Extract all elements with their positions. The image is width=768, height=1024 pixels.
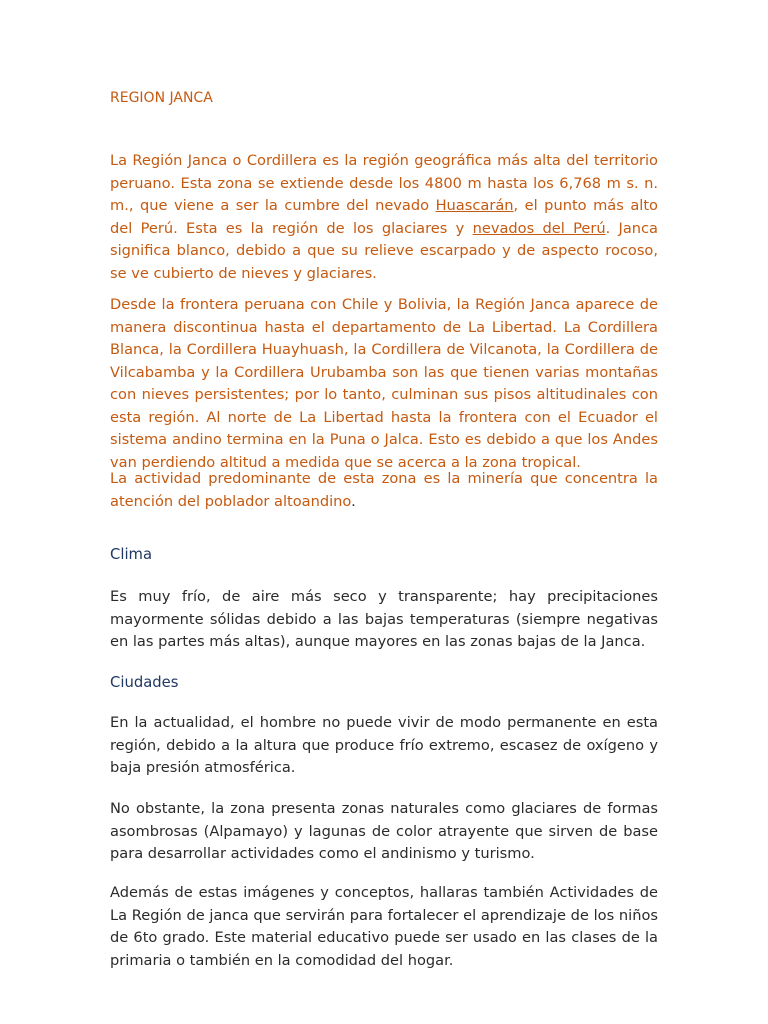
huascaran-link[interactable]: Huascarán <box>435 197 514 214</box>
intro-paragraph <box>110 150 658 285</box>
activity-paragraph <box>110 468 658 513</box>
nevados-del-peru-link[interactable]: nevados del Perú <box>472 219 606 237</box>
ciudades-heading: Ciudades <box>110 674 179 691</box>
clima-paragraph: Es muy frío, de aire más seco y transparente; hay precipitaciones mayormente sólidas debido a las bajas temperaturas (siempre negativas en las partes más altas), aunque mayores en las zonas bajas de la Janca. <box>110 588 658 650</box>
document-title: REGION JANCA <box>110 90 213 106</box>
activity-text: La actividad predominante de esta zona es la minería que concentra la atención del poblador altoandino <box>110 470 658 510</box>
ciudades-paragraph-2: No obstante, la zona presenta zonas naturales como glaciares de formas asombrosas (Alpamayo) y lagunas de color atrayente que sirven de base para desarrollar actividades como el andinismo y turismo. <box>110 800 658 862</box>
ciudades-paragraph-1: En la actualidad, el hombre no puede vivir de modo permanente en esta región, debido a la altura que produce frío extremo, escasez de oxígeno y baja presión atmosférica. <box>110 714 658 776</box>
geography-paragraph: Desde la frontera peruana con Chile y Bolivia, la Región Janca aparece de manera discontinua hasta el departamento de La Libertad. La Cordillera Blanca, la Cordillera Huayhuash, la Cordillera de Vilcanota, la Cordillera de Vilcabamba y la Cordillera Urubamba son las que tienen varias montañas con nieves persistentes; por lo tanto, culminan sus pisos altitudinales con esta región. Al norte de La Libertad hasta la frontera con el Ecuador el sistema andino termina en la Puna o Jalca. Esto es debido a que los Andes van perdiendo altitud a medida que se acerca a la zona tropical. <box>110 296 658 471</box>
clima-heading: Clima <box>110 546 153 563</box>
ciudades-paragraph-3: Además de estas imágenes y conceptos, hallaras también Actividades de La Región de janca que servirán para fortalecer el aprendizaje de los niños de 6to grado. Este material educativo puede ser usado en las clases de la primaria o también en la comodidad del hogar. <box>110 884 658 969</box>
intro-text-2: , el punto más alto del Perú. Esta es la región de los glaciares y <box>110 197 658 237</box>
activity-period: . <box>351 492 356 510</box>
intro-text-1: La Región Janca o Cordillera es la región geográfica más alta del territorio peruano. Esta zona se extiende desde los 4800 m hasta los 6,768 m s. n. m., que viene a ser la cumbre del nevado <box>110 152 658 214</box>
intro-text-3: . Janca significa blanco, debido a que su relieve escarpado y de aspecto rocoso, se ve cubierto de nieves y glaciares. <box>110 219 658 282</box>
